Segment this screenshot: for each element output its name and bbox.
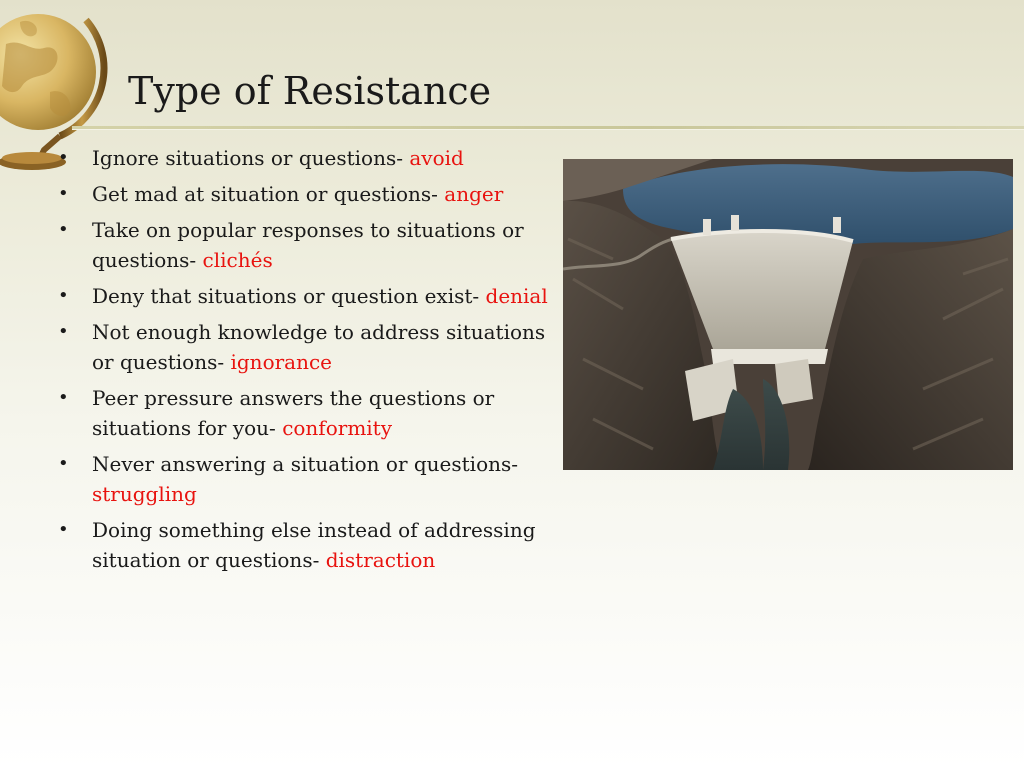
bullet-item [58, 383, 548, 443]
bullet-icon: • [58, 147, 69, 168]
title-divider-highlight [72, 129, 1024, 130]
bullet-keyword: struggling [92, 482, 197, 506]
bullet-list [58, 143, 548, 581]
bullet-item [58, 317, 548, 377]
bullet-text: Never answering a situation or questions- [92, 452, 519, 476]
bullet-icon: • [58, 219, 69, 240]
dam-photo [563, 159, 1013, 470]
bullet-text: Take on popular responses to situations or questions- [92, 218, 524, 272]
bullet-keyword: anger [444, 182, 504, 206]
slide-title: Type of Resistance [128, 69, 492, 113]
bullet-item [58, 449, 548, 509]
bullet-item [58, 281, 548, 311]
bullet-text: Ignore situations or questions- [92, 146, 403, 170]
bullet-keyword: avoid [409, 146, 464, 170]
bullet-text: Get mad at situation or questions- [92, 182, 438, 206]
bullet-icon: • [58, 285, 69, 306]
bullet-icon: • [58, 183, 69, 204]
bullet-text: Not enough knowledge to address situations or questions- [92, 320, 546, 374]
bullet-text: Deny that situations or question exist- [92, 284, 480, 308]
bullet-icon: • [58, 519, 69, 540]
bullet-keyword: conformity [282, 416, 393, 440]
bullet-item [58, 515, 548, 575]
bullet-keyword: distraction [325, 548, 436, 572]
bullet-icon: • [58, 321, 69, 342]
bullet-keyword: ignorance [230, 350, 333, 374]
bullet-icon: • [58, 387, 69, 408]
bullet-text: Peer pressure answers the questions or situations for you- [92, 386, 495, 440]
bullet-item [58, 215, 548, 275]
bullet-keyword: clichés [202, 248, 273, 272]
bullet-text: Doing something else instead of addressing situation or questions- [92, 518, 536, 572]
bullet-item [58, 143, 548, 173]
bullet-item [58, 179, 548, 209]
bullet-icon: • [58, 453, 69, 474]
bullet-keyword: denial [485, 284, 548, 308]
